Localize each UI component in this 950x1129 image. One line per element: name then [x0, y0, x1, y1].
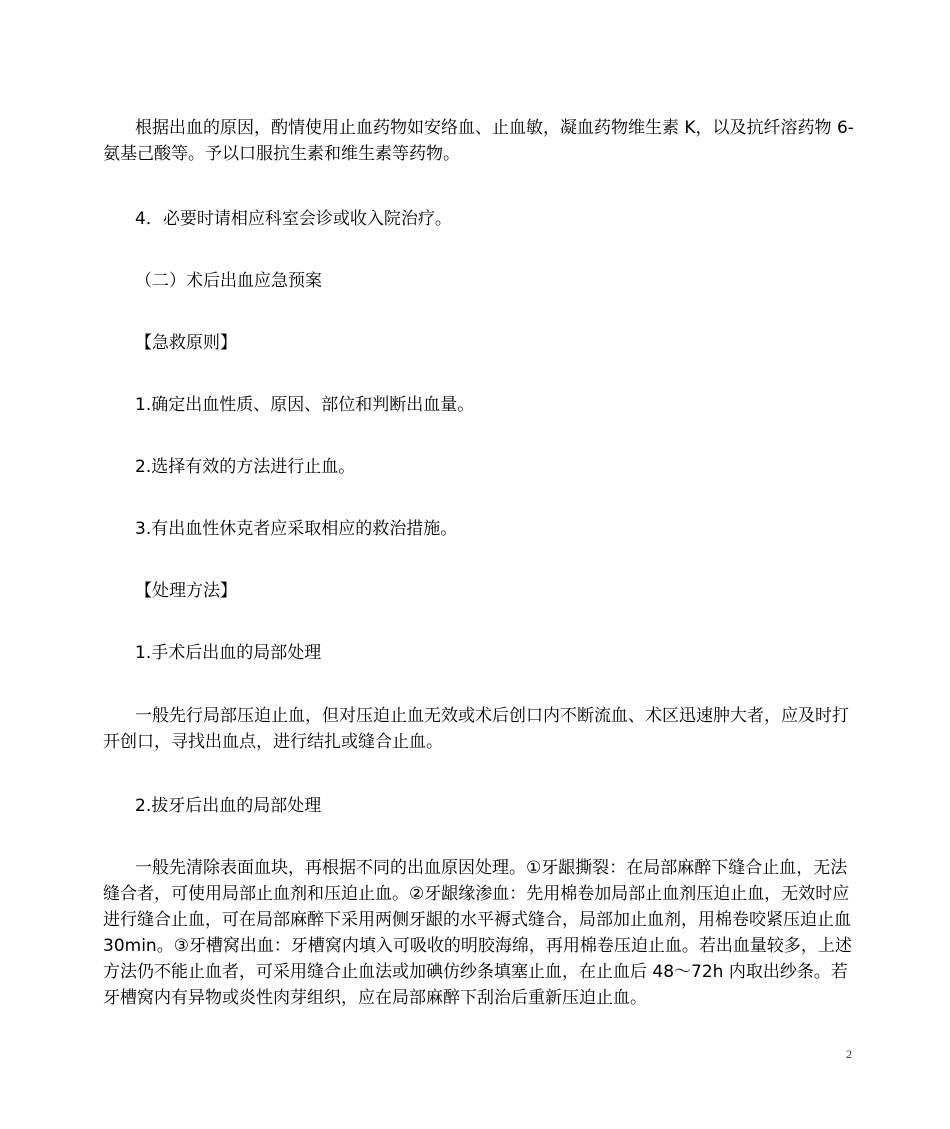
paragraph-local-compression: 一般先行局部压迫止血，但对压迫止血无效或术后创口内不断流血、术区迅速肿大者，应及时打开创口，寻找出血点，进行结扎或缝合止血。	[103, 706, 849, 752]
paragraph-consultation: 4．必要时请相应科室会诊或收入院治疗。	[135, 209, 452, 229]
heading-emergency-principles: 【急救原则】	[135, 333, 237, 353]
method-heading-2: 2.拔牙后出血的局部处理	[135, 796, 322, 816]
paragraph-hemostatic-drugs: 根据出血的原因，酌情使用止血药物如安络血、止血敏，凝血药物维生素 K，以及抗纤溶药物 6-氨基己酸等。予以口服抗生素和维生素等药物。	[103, 118, 854, 164]
principle-item-2: 2.选择有效的方法进行止血。	[135, 457, 356, 477]
page-number: 2	[846, 1047, 852, 1061]
section-heading-postoperative-bleeding: （二）术后出血应急预案	[135, 271, 322, 291]
principle-item-3: 3.有出血性休克者应采取相应的救治措施。	[135, 519, 458, 539]
method-heading-1: 1.手术后出血的局部处理	[135, 643, 322, 663]
principle-item-1: 1.确定出血性质、原因、部位和判断出血量。	[135, 395, 475, 415]
heading-treatment-methods: 【处理方法】	[135, 581, 237, 601]
paragraph-extraction-bleeding: 一般先清除表面血块，再根据不同的出血原因处理。①牙龈撕裂：在局部麻醉下缝合止血，无法缝合者，可使用局部止血剂和压迫止血。②牙龈缘渗血：先用棉卷加局部止血剂压迫止血，无效时应进行缝合止血，可在局部麻醉下采用两侧牙龈的水平褥式缝合，局部加止血剂，用棉卷咬紧压迫止血 30min。③牙槽窝出血：牙槽窝内填入可吸收的明胶海绵，再用棉卷压迫止血。若出血量较多，上述方法仍不能止血者，可采用缝合止血法或加碘仿纱条填塞止血，在止血后 48～72h 内取出纱条。若牙槽窝内有异物或炎性肉芽组织，应在局部麻醉下刮治后重新压迫止血。	[103, 858, 852, 1008]
